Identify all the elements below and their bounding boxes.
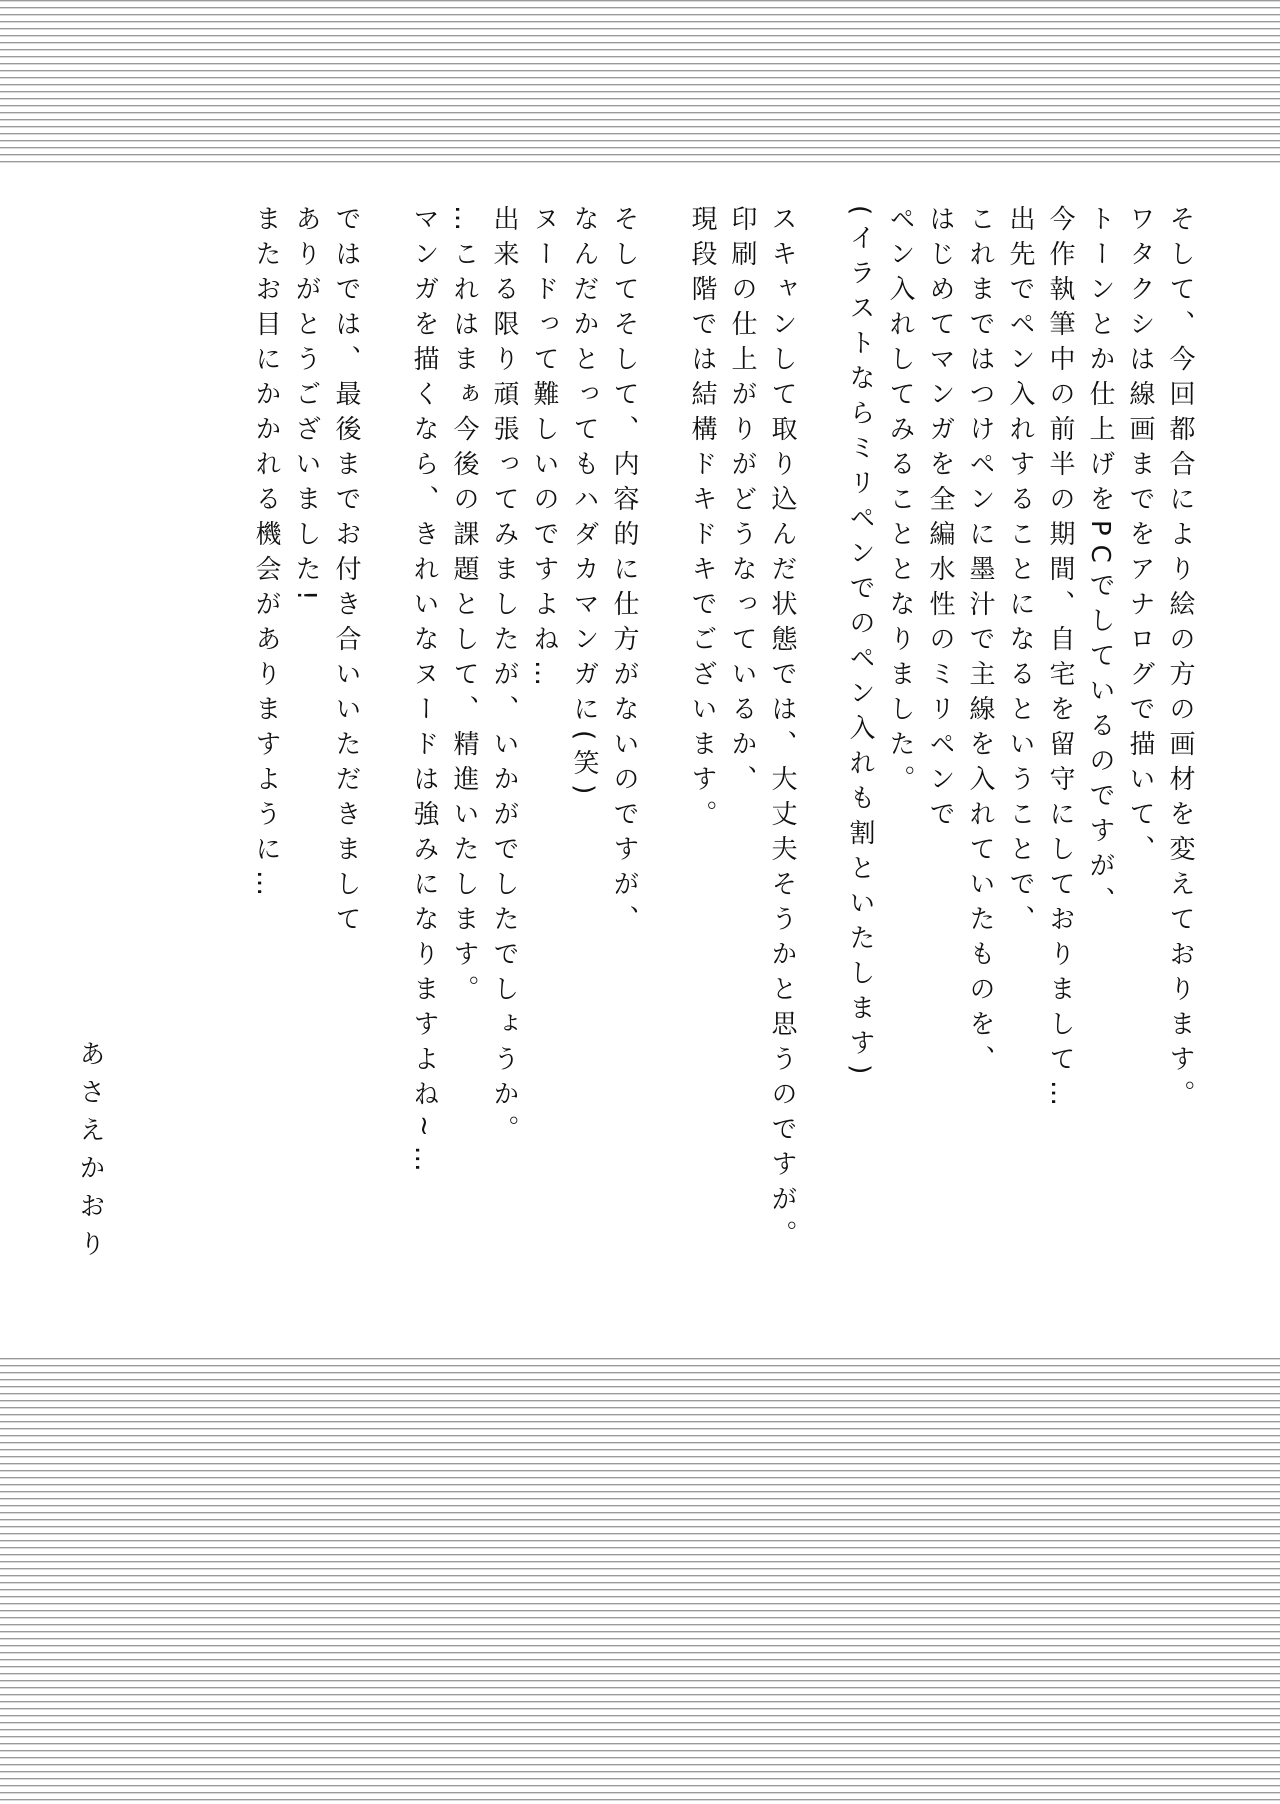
text-line: 出来る限り頑張ってみましたが、いかがでしたでしょうか。 xyxy=(489,205,519,1150)
text-line: 今作執筆中の前半の期間、自宅を留守にしておりまして… xyxy=(1045,205,1075,1115)
text-line: …これはまぁ今後の課題として、精進いたします。 xyxy=(449,205,479,1010)
text-line: ワタクシは線画までをアナログで描いて、 xyxy=(1125,205,1155,870)
paragraph-5 xyxy=(246,205,366,1340)
text-line: そして、今回都合により絵の方の画材を変えております。 xyxy=(1165,205,1195,1115)
text-line: なんだかとってもハダカマンガに(笑) xyxy=(569,205,599,804)
text-line: トーンとか仕上げをPCでしているのですが、 xyxy=(1085,205,1115,922)
text-line: これまではつけペンに墨汁で主線を入れていたものを、 xyxy=(965,205,995,1080)
paragraph-4 xyxy=(404,205,644,1340)
text-line: そしてそして、内容的に仕方がないのですが、 xyxy=(609,205,639,940)
text-line: 出先でペン入れすることになるということで、 xyxy=(1005,205,1035,940)
author-signature: あさえかおり xyxy=(75,1040,105,1268)
text-line: ペン入れしてみることとなりました。 xyxy=(885,205,915,800)
text-line: マンガを描くなら、きれいなヌードは強みになりますよね~… xyxy=(409,205,439,1181)
text-line: 現段階では結構ドキドキでございます。 xyxy=(687,205,717,835)
text-line: ではでは、最後までお付き合いいただきまして xyxy=(331,205,361,940)
text-line: またお目にかかれる機会がありますように… xyxy=(251,205,281,905)
text-line: (イラストならミリペンでのペン入れも割といたします) xyxy=(845,205,875,1084)
text-line: 印刷の仕上がりがどうなっているか、 xyxy=(727,205,757,800)
screentone-band-bottom xyxy=(0,1358,1280,1804)
afterword-text xyxy=(60,205,1200,1340)
screentone-band-top xyxy=(0,0,1280,165)
text-line: ヌードって難しいのですよね… xyxy=(529,205,559,695)
paragraph-2 xyxy=(840,205,1040,1340)
paragraph-3 xyxy=(682,205,802,1340)
text-line: はじめてマンガを全編水性のミリペンで xyxy=(925,205,955,835)
text-line: スキャンして取り込んだ状態では、大丈夫そうかと思うのですが。 xyxy=(767,205,797,1255)
text-line: ありがとうございました! xyxy=(291,205,321,610)
paragraph-1 xyxy=(1040,205,1200,1340)
